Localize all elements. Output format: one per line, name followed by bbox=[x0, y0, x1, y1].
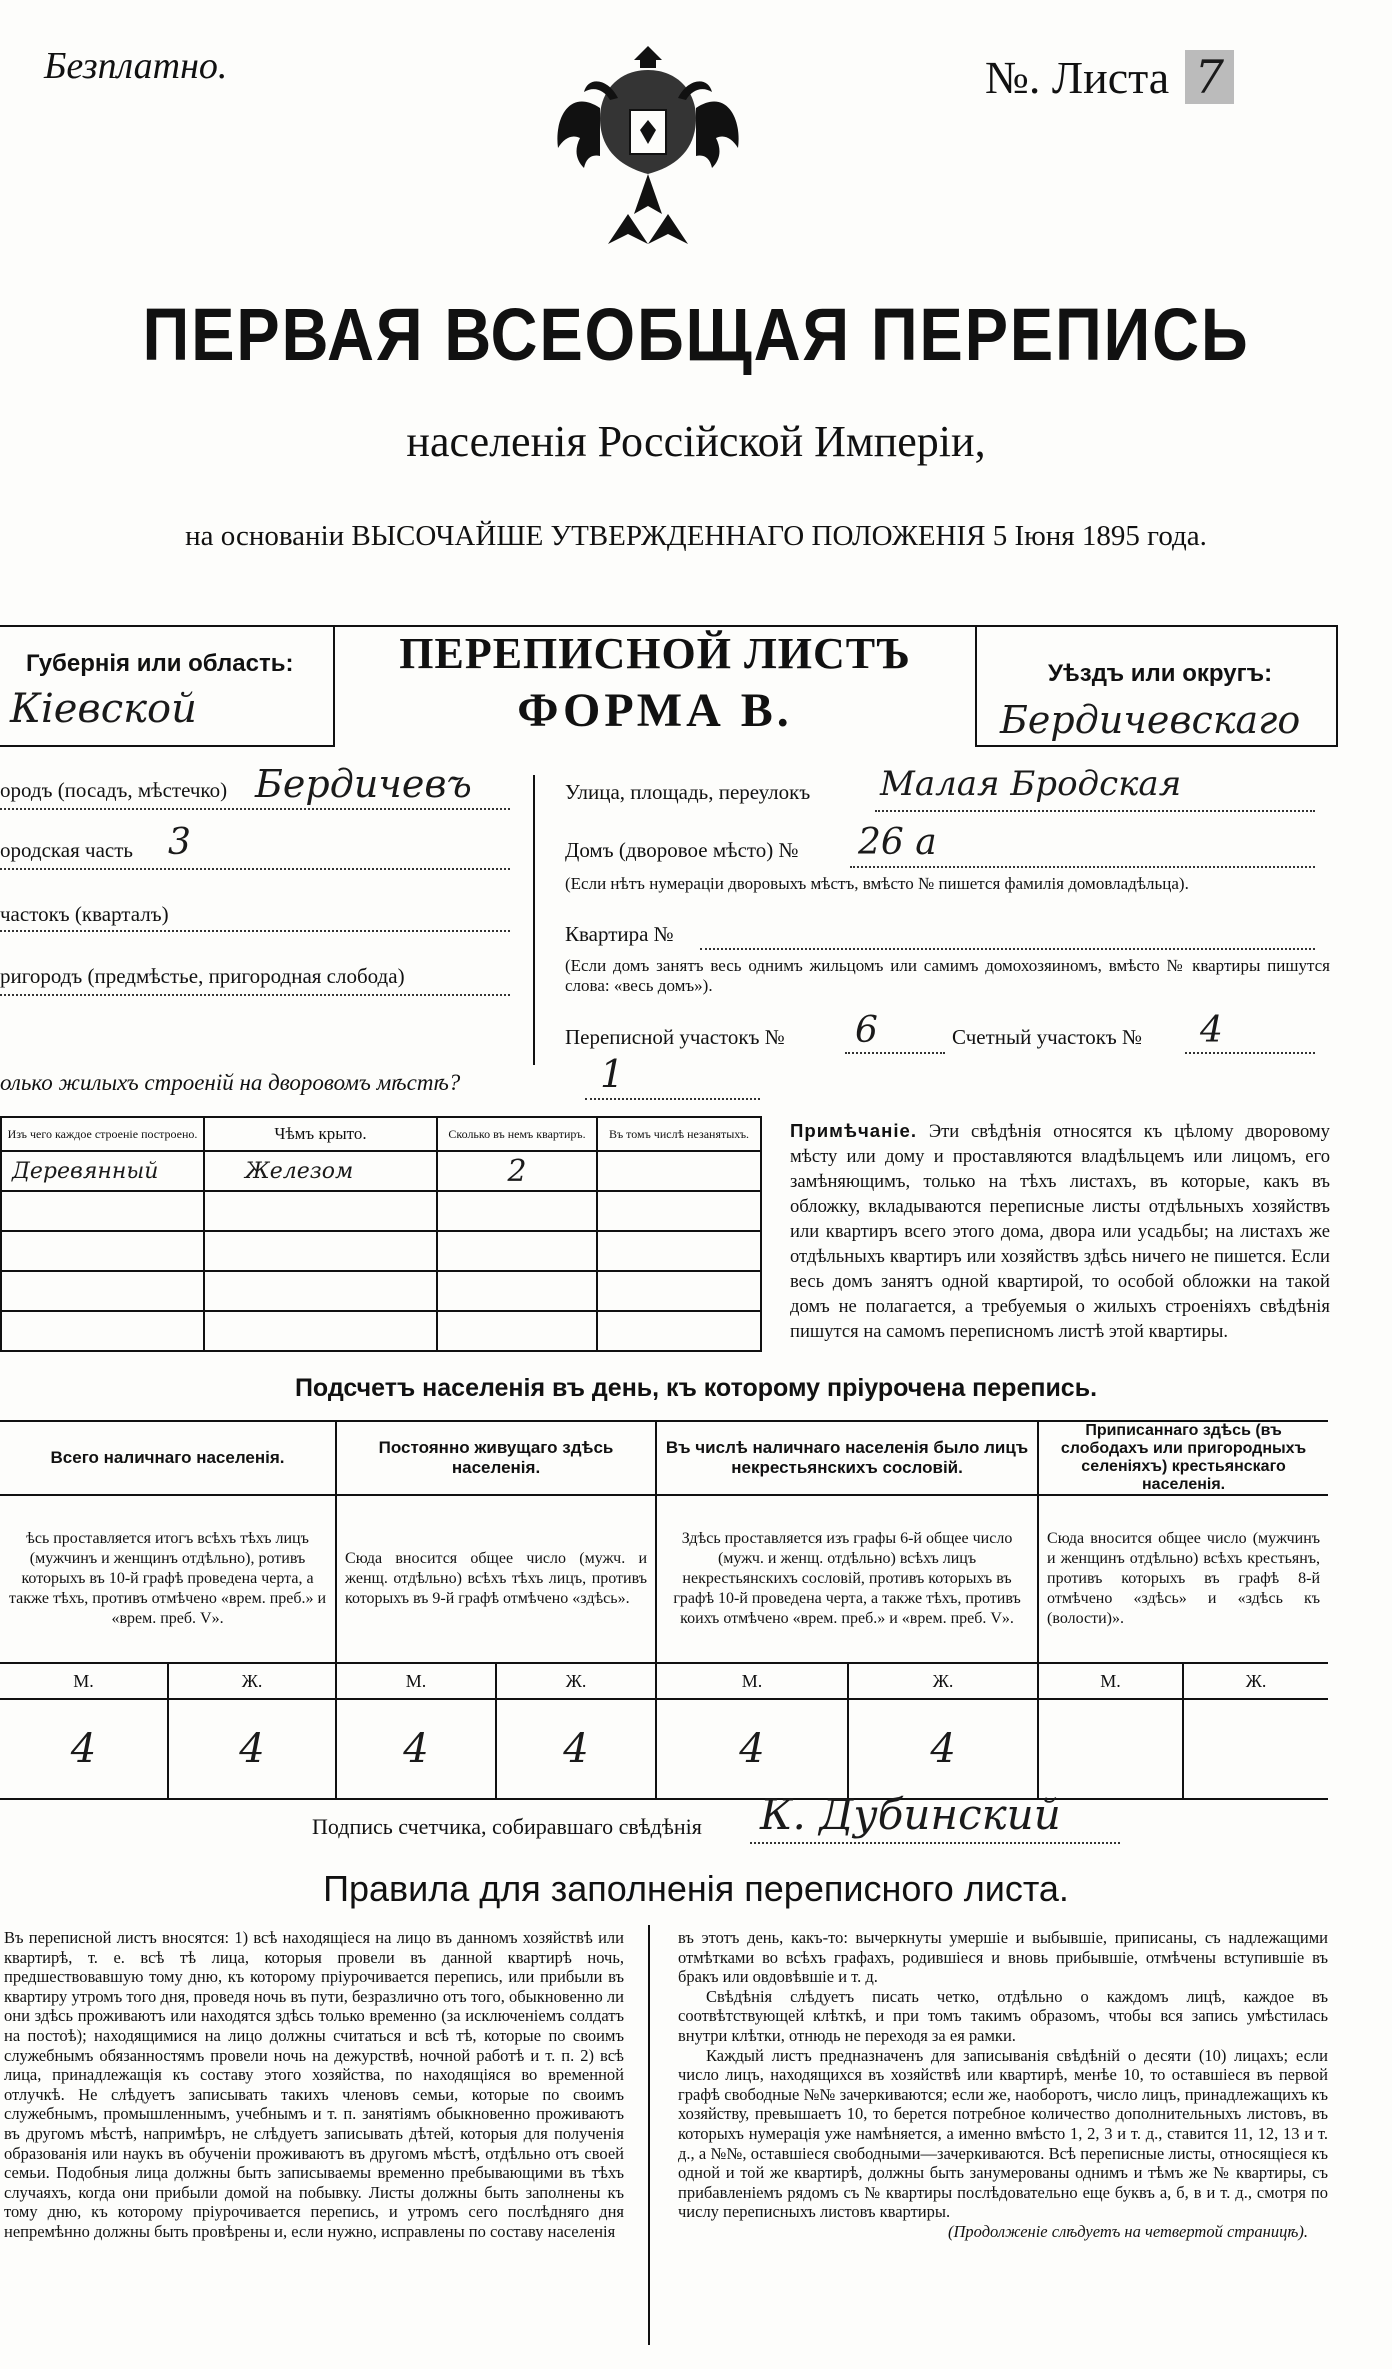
population-m-label: М. bbox=[0, 1663, 168, 1699]
street-value[interactable]: Малая Бродская bbox=[880, 764, 1182, 804]
table-row bbox=[1, 1311, 761, 1351]
population-total-f[interactable]: 4 bbox=[168, 1699, 336, 1799]
free-label: Безплатно. bbox=[44, 45, 228, 87]
population-header-total: Всего наличнаго населенія. bbox=[0, 1421, 336, 1495]
street-label: Улица, площадь, переулокъ bbox=[565, 780, 811, 804]
population-peasant-m[interactable] bbox=[1038, 1699, 1183, 1799]
population-nonpeasant-f[interactable]: 4 bbox=[848, 1699, 1038, 1799]
population-permanent-f[interactable]: 4 bbox=[496, 1699, 656, 1799]
apartment-label: Квартира № bbox=[565, 922, 674, 946]
population-table bbox=[0, 1420, 1328, 1800]
district-label: Уѣздъ или округъ: bbox=[1048, 660, 1273, 687]
census-title: ПЕРВАЯ ВСЕОБЩАЯ ПЕРЕПИСЬ bbox=[142, 293, 1250, 376]
rules-title: Правила для заполненія переписного листа. bbox=[323, 1868, 1069, 1909]
house-value[interactable]: 26 а bbox=[858, 822, 937, 863]
population-peasant-f[interactable] bbox=[1183, 1699, 1328, 1799]
population-header-nonpeasant: Въ числѣ наличнаго населенія было лицъ некрестьянскихъ сословій. bbox=[656, 1421, 1038, 1495]
count-plot-value[interactable]: 4 bbox=[1200, 1010, 1223, 1051]
count-plot-label: Счетный участокъ № bbox=[952, 1025, 1143, 1049]
city-value[interactable]: Бердичевъ bbox=[255, 762, 472, 806]
population-m-label: М. bbox=[656, 1663, 848, 1699]
province-value[interactable]: Кіевской bbox=[10, 686, 197, 732]
buildings-col-apartments: Сколько въ немъ квартиръ. bbox=[437, 1117, 597, 1151]
population-header-peasant: Приписаннаго здѣсь (въ слободахъ или пригородныхъ селеніяхъ) крестьянскаго населенія. bbox=[1038, 1421, 1328, 1495]
rules-continued: (Продолженіе слѣдуетъ на четвертой страницѣ). bbox=[948, 2221, 1308, 2241]
sheet-number bbox=[985, 50, 1234, 104]
form-title bbox=[335, 628, 975, 738]
building-roof[interactable]: Железом bbox=[204, 1151, 437, 1191]
buildings-col-vacant: Въ томъ числѣ незанятыхъ. bbox=[597, 1117, 761, 1151]
building-apartments[interactable]: 2 bbox=[437, 1151, 597, 1191]
rules-right-p3: Каждый листъ предназначенъ для записыванія свѣдѣній о десяти (10) лицахъ; если число лицъ, находящихся въ хозяйствѣ или квартирѣ, менѣе 10, то оставшіеся въ первой графѣ свободные №№ зачеркиваются; если же, наоборотъ, число лицъ, принадлежащихъ къ хозяйству, превышаетъ 10, то берется потребное количество дополнительныхъ листовъ, въ которыхъ нумерація уже намѣняется, а именно вмѣсто 1, 2, 3 и т. д., ставится 11, 12, 13 и т. д., а №№, оставшіеся свободными—зачеркиваются. Всѣ переписные листы, относящіеся къ одной и той же квартирѣ, должны быть занумерованы однимъ и тѣмъ же № квартиры, съ прибавленіемъ рядомъ съ № квартиры послѣдовательно еще буквъ а, б, в и т. д., смотря по числу переписныхъ листовъ квартиры. bbox=[678, 2045, 1328, 2222]
buildings-question: олько жилыхъ строеній на дворовомъ мѣстѣ? bbox=[0, 1070, 461, 1095]
city-part-label: ородская часть bbox=[0, 838, 133, 862]
signature-value[interactable]: К. Дубинский bbox=[760, 1790, 1061, 1839]
table-row bbox=[1, 1271, 761, 1311]
census-plot-value[interactable]: 6 bbox=[855, 1010, 878, 1051]
sheet-number-label: №. Листа bbox=[985, 52, 1170, 103]
suburb-label: ригородъ (предмѣстье, пригородная слобода) bbox=[0, 964, 405, 988]
census-plot-label: Переписной участокъ № bbox=[565, 1025, 785, 1049]
note-text: Эти свѣдѣнія относятся къ цѣлому дворовому мѣсту или дому и проставляются владѣльцемъ или лицомъ, его замѣняющимъ, только на тѣхъ листахъ, въ которые, какъ въ обложку, вкладываются переписные листы отдѣльныхъ хозяйствъ или квартиръ всего этого дома, двора или усадьбы; на листахъ же отдѣльныхъ квартиръ или хозяйствъ здѣсь ничего не пишется. Если весь домъ занятъ одной квартирой, то особой обложки на такой домъ не полагается, а требуемыя о жилыхъ строеніяхъ свѣдѣнія пишутся на самомъ переписномъ листѣ этой квартиры. bbox=[790, 1121, 1330, 1342]
population-permanent-m[interactable]: 4 bbox=[336, 1699, 496, 1799]
census-basis: на основаніи ВЫСОЧАЙШЕ УТВЕРЖДЕННАГО ПОЛОЖЕНІЯ 5 Іюня 1895 года. bbox=[185, 520, 1207, 552]
population-f-label: Ж. bbox=[496, 1663, 656, 1699]
table-row bbox=[0, 1699, 1328, 1799]
table-row bbox=[1, 1231, 761, 1271]
population-f-label: Ж. bbox=[1183, 1663, 1328, 1699]
population-nonpeasant-m[interactable]: 4 bbox=[656, 1699, 848, 1799]
form-title-line2: ФОРМА В. bbox=[517, 684, 793, 737]
buildings-answer[interactable]: 1 bbox=[600, 1052, 625, 1096]
note-title: Примѣчаніе. bbox=[790, 1120, 918, 1141]
house-label: Домъ (дворовое мѣсто) № bbox=[565, 838, 799, 862]
population-m-label: М. bbox=[336, 1663, 496, 1699]
province-label: Губернія или область: bbox=[26, 650, 294, 677]
rules-right-p2: Свѣдѣнія слѣдуетъ писать четко, отдѣльно о каждомъ лицѣ, каждое въ соотвѣтствующей клѣткѣ, и при томъ такимъ образомъ, чтобы вся запись умѣстилась внутри клѣтки, отнюдь не переходя за ея рамки. bbox=[678, 1986, 1328, 2045]
population-f-label: Ж. bbox=[848, 1663, 1038, 1699]
imperial-eagle-emblem bbox=[548, 38, 748, 278]
census-subtitle: населенія Россійской Имперіи, bbox=[406, 417, 986, 466]
buildings-table bbox=[0, 1116, 762, 1352]
sheet-number-value: 7 bbox=[1185, 50, 1234, 104]
population-text-peasant: Сюда вносится общее число (мужчинъ и женщинъ отдѣльно) всѣхъ крестьянъ, противъ которыхъ въ графѣ 8-й отмѣчено «здѣсь» и «здѣсь къ (волости)». bbox=[1047, 1530, 1321, 1627]
population-f-label: Ж. bbox=[168, 1663, 336, 1699]
rules-left-column: Въ переписной листъ вносятся: 1) всѣ находящіеся на лицо въ данномъ хозяйствѣ или квартирѣ, т. е. всѣ тѣ лица, которыя провели въ данной квартирѣ ночь, предшествовавшую тому дню, къ которому пріурочивается перепись, или прибыли въ квартиру утромъ того дня, проведя ночь въ пути, безразлично отъ того, обыкновенно ли они здѣсь проживаютъ или находятся здѣсь только временно (за исключеніемъ солдатъ на постоѣ); находящимися на лицо должны считаться и всѣ тѣ, которые по своимъ служебнымъ обязанностямъ провели ночь на дежурствѣ, ночной работѣ и т. п. 2) всѣ лица, принадлежащія къ составу этого хозяйства, по находящіяся во временной отлучкѣ. Не слѣдуетъ записывать такихъ членовъ семьи, которые по своимъ служебнымъ, промышленнымъ, учебнымъ и т. п. занятіямъ обыкновенно проживаютъ въ другомъ мѣстѣ, напримѣръ, не слѣдуетъ записывать дѣтей, которыя для полученія образованія или наукъ въ обученіи проживаютъ въ другомъ мѣстѣ, отдѣльно отъ своей семьи. Подобныя лица должны быть записываемы временно пребывающими въ тѣхъ случаяхъ, когда они прибыли домой на побывку. Листы должны быть заполнены къ тому дню, къ которому пріурочивается перепись, и утромъ сего послѣдняго дня непремѣнно должны быть провѣрены и, если нужно, исправлены по составу населенія bbox=[4, 1928, 624, 2241]
rules-right-p1: въ этотъ день, какъ-то: вычеркнуты умершіе и выбывшіе, приписаны, съ надлежащими отмѣтками во всѣхъ графахъ, родившіеся и вновь прибывшіе, отмѣчены вступившіе въ бракъ или овдовѣвшіе и т. д. bbox=[678, 1928, 1328, 1987]
rules-right-column bbox=[678, 1928, 1328, 2242]
population-total-m[interactable]: 4 bbox=[0, 1699, 168, 1799]
buildings-col-material: Изъ чего каждое строеніе построено. bbox=[1, 1117, 204, 1151]
table-row bbox=[1, 1191, 761, 1231]
building-material[interactable]: Деревянный bbox=[1, 1151, 204, 1191]
buildings-note bbox=[790, 1118, 1330, 1344]
population-text-permanent: Сюда вносится общее число (мужч. и женщ. отдѣльно) всѣхъ тѣхъ лицъ, противъ которыхъ въ 9-й графѣ отмѣчено «здѣсь». bbox=[336, 1495, 656, 1663]
building-vacant[interactable] bbox=[597, 1151, 761, 1191]
buildings-col-roof: Чѣмъ крыто. bbox=[204, 1117, 437, 1151]
signature-label: Подпись счетчика, собиравшаго свѣдѣнія bbox=[312, 1814, 702, 1839]
city-part-value[interactable]: 3 bbox=[168, 822, 191, 863]
city-label: ородъ (посадъ, мѣстечко) bbox=[0, 778, 228, 802]
apartment-note: (Если домъ занятъ весь однимъ жильцомъ или самимъ домохозяиномъ, вмѣсто № квартиры пишутся слова: «весь домъ»). bbox=[565, 956, 1330, 996]
population-m-label: М. bbox=[1038, 1663, 1183, 1699]
section-label: частокъ (кварталъ) bbox=[0, 902, 169, 926]
population-title: Подсчетъ населенія въ день, къ которому пріурочена перепись. bbox=[294, 1374, 1098, 1402]
population-text-total: ѣсь проставляется итогъ всѣхъ тѣхъ лицъ (мужчинъ и женщинъ отдѣльно), ротивъ которыхъ въ 10-й графѣ проведена черта, а также тѣхъ, противъ отмѣчено «врем. преб.» и «врем. преб. V». bbox=[0, 1495, 336, 1663]
house-note: (Если нѣтъ нумераціи дворовыхъ мѣстъ, вмѣсто № пишется фамилія домовладѣльца). bbox=[565, 874, 1189, 893]
form-title-line1: ПЕРЕПИСНОЙ ЛИСТЪ bbox=[399, 629, 911, 678]
population-header-permanent: Постоянно живущаго здѣсь населенія. bbox=[336, 1421, 656, 1495]
table-row bbox=[1, 1151, 761, 1191]
district-value[interactable]: Бердичевскаго bbox=[1000, 698, 1301, 742]
population-text-nonpeasant: Здѣсь проставляется изъ графы 6-й общее число (мужч. и женщ. отдѣльно) всѣхъ лицъ некрестьянскихъ сословій, противъ которыхъ въ графѣ 10-й проведена черта, а также тѣхъ, противъ коихъ отмѣчено «врем. преб.» и «врем. преб. V». bbox=[656, 1495, 1038, 1663]
